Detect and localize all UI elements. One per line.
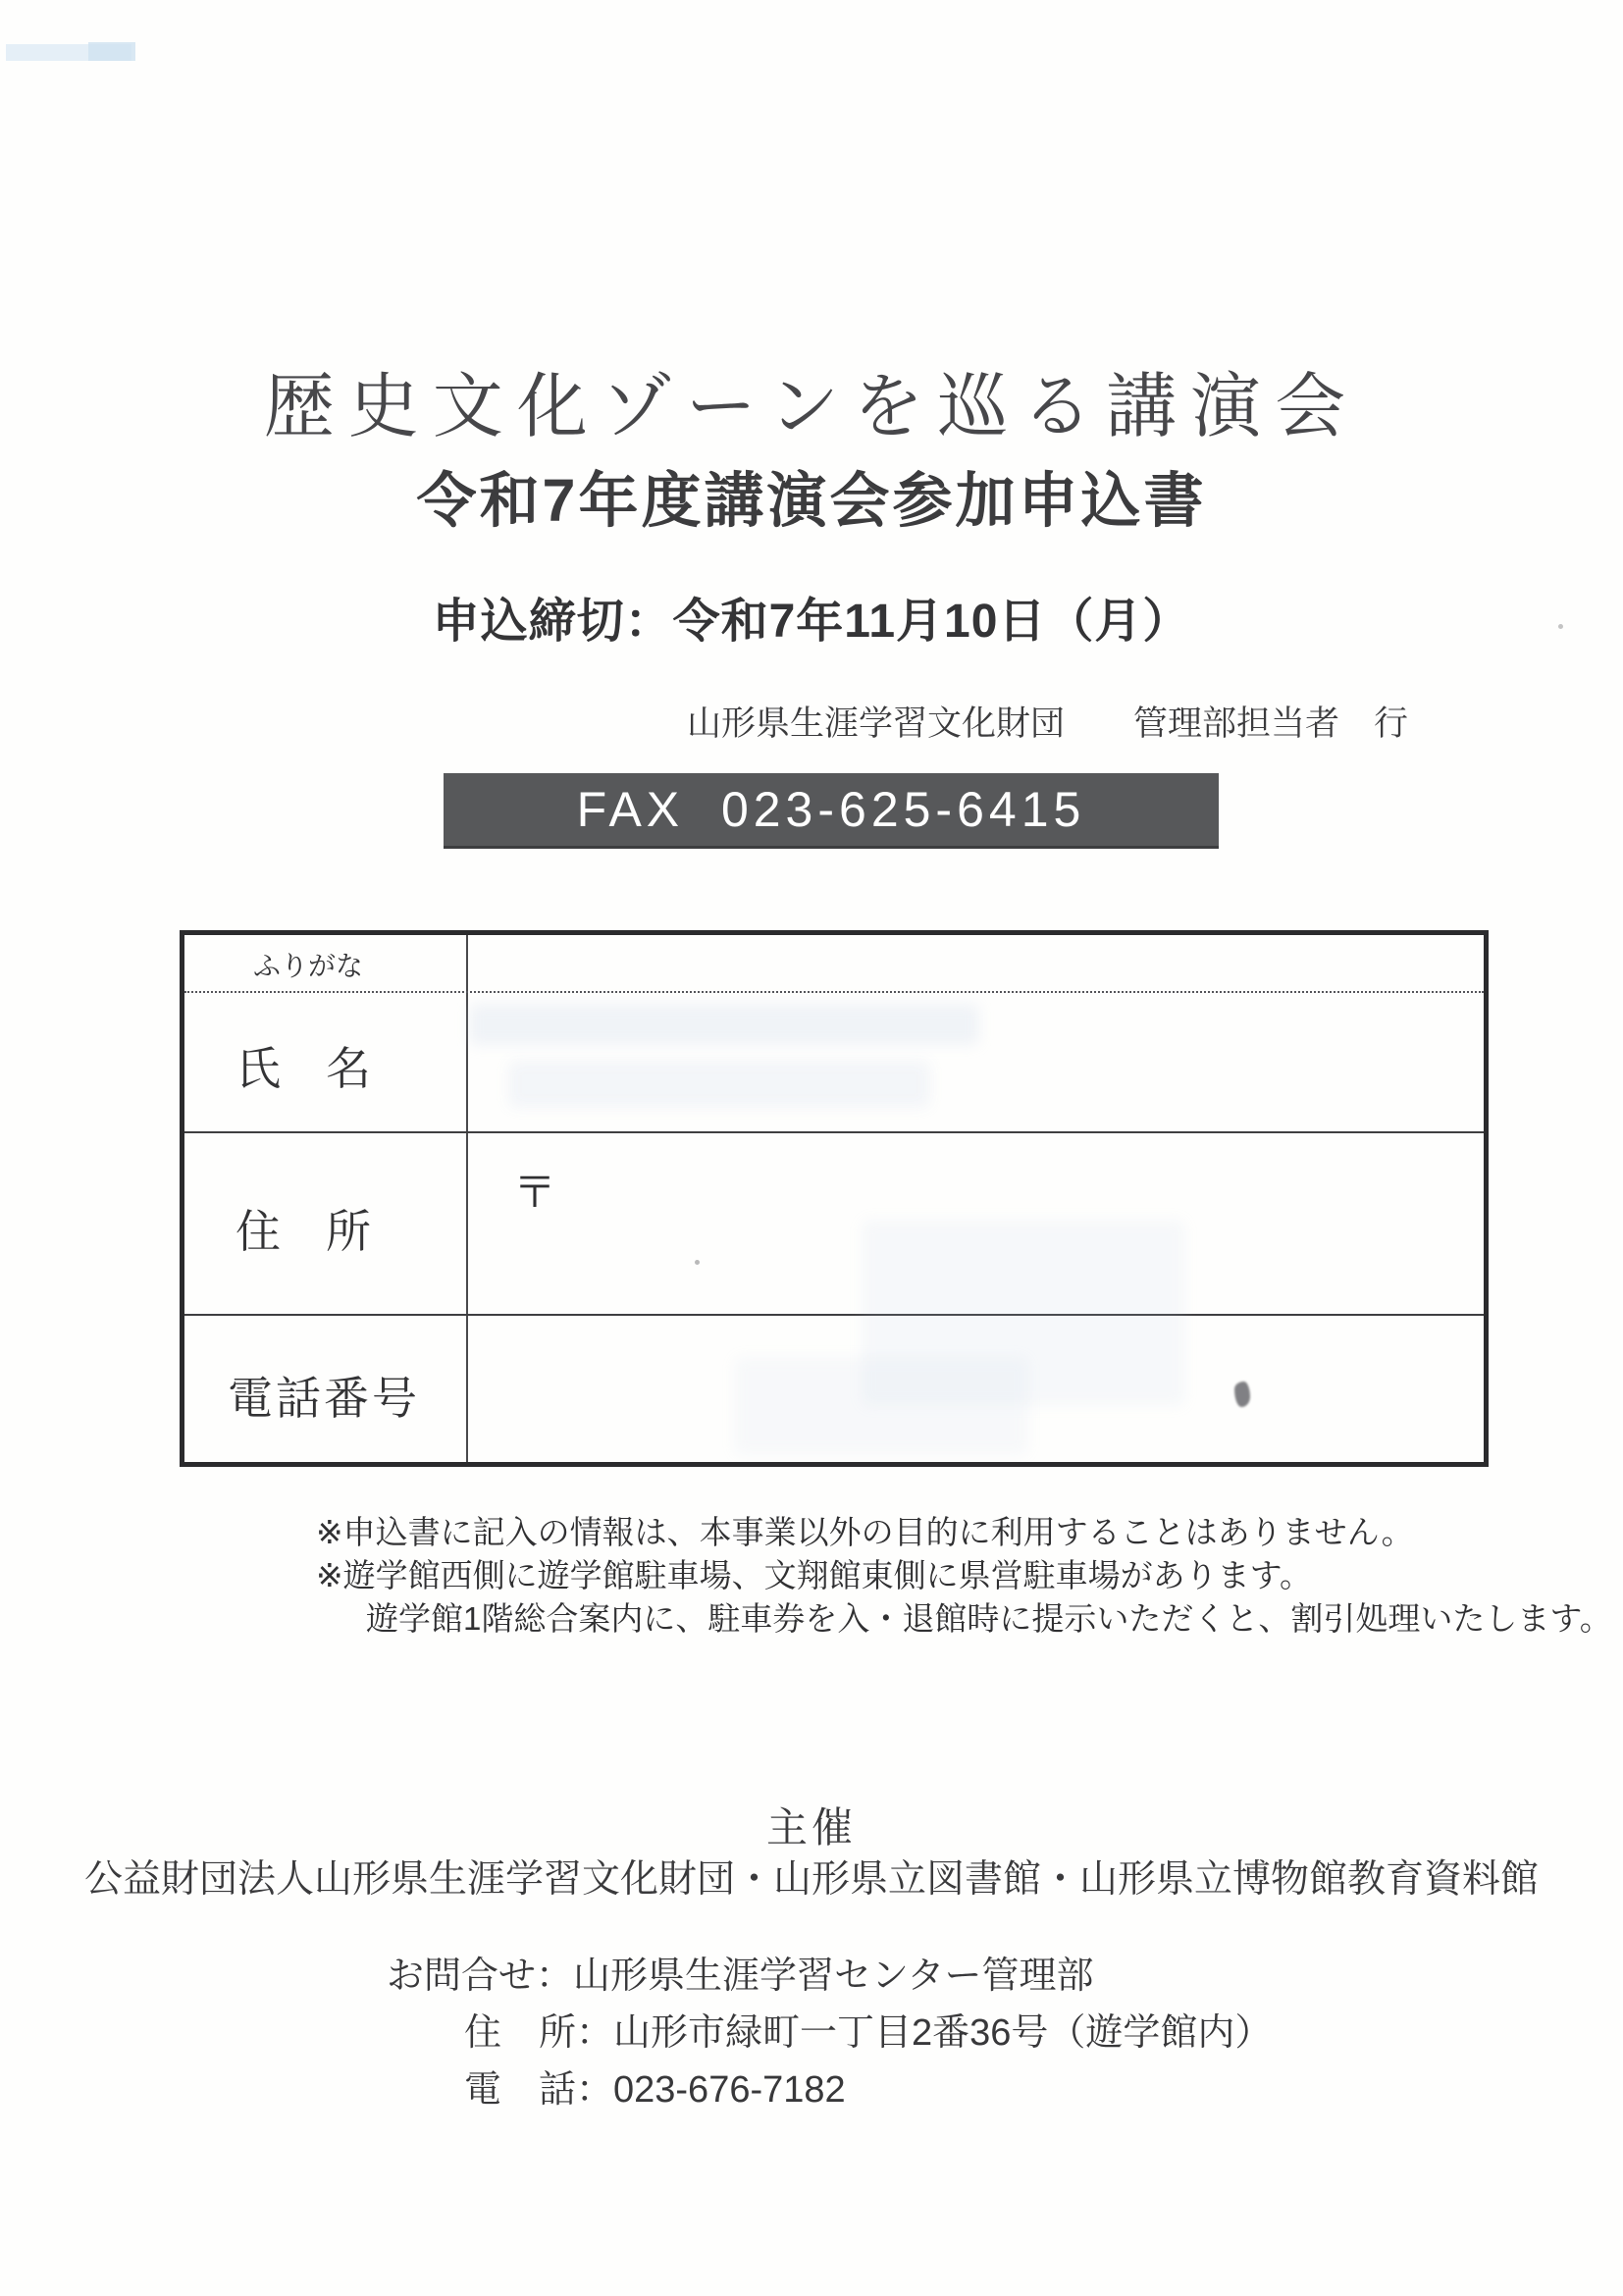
page-title: 歴史文化ゾーンを巡る講演会 [263,368,1360,446]
row-label-address: 住 所 [236,1206,371,1257]
scan-bleedthrough [734,1357,1028,1455]
parking-note: ※遊学館西側に遊学館駐車場、文翔館東側に県営駐車場があります。 [316,1557,1313,1593]
contact-address: 住 所：山形市緑町一丁目2番36号（遊学館内） [464,2012,1273,2054]
table-column-divider [466,935,468,1462]
discount-note: 遊学館1階総合案内に、駐車券を入・退館時に提示いただくと、割引処理いたします。 [366,1600,1612,1637]
sponsor-organizations: 公益財団法人山形県生涯学習文化財団・山形県立図書館・山形県立博物館教育資料館 [83,1858,1539,1901]
fax-number-banner [444,773,1219,849]
row-label-name: 氏 名 [236,1043,371,1094]
row-label-furigana: ふりがな [253,951,364,981]
addressee-text: 山形県生涯学習文化財団 管理部担当者 行 [687,704,1409,743]
fax-number-label: FAX 023-625-6415 [576,782,1086,837]
table-dotted-separator [184,991,1484,993]
application-table [180,930,1489,1467]
scan-bleedthrough [508,1061,930,1108]
sponsor-heading: 主催 [765,1804,857,1851]
scan-artifact-strip [88,42,135,61]
table-row-separator [184,1314,1484,1316]
deadline-text: 申込締切：令和7年11月10日（月） [432,596,1191,648]
table-row-separator [184,1131,1484,1133]
scan-bleedthrough [469,1004,979,1045]
privacy-note: ※申込書に記入の情報は、本事業以外の目的に利用することはありません。 [316,1514,1414,1550]
postal-mark-symbol: 〒 [513,1169,556,1217]
contact-department: お問合せ：山形県生涯学習センター管理部 [387,1956,1094,1997]
row-label-phone: 電話番号 [228,1373,420,1424]
page-subtitle: 令和7年度講演会参加申込書 [416,467,1207,534]
contact-phone: 電 話：023-676-7182 [464,2069,846,2111]
ink-artifact [1234,1382,1250,1407]
